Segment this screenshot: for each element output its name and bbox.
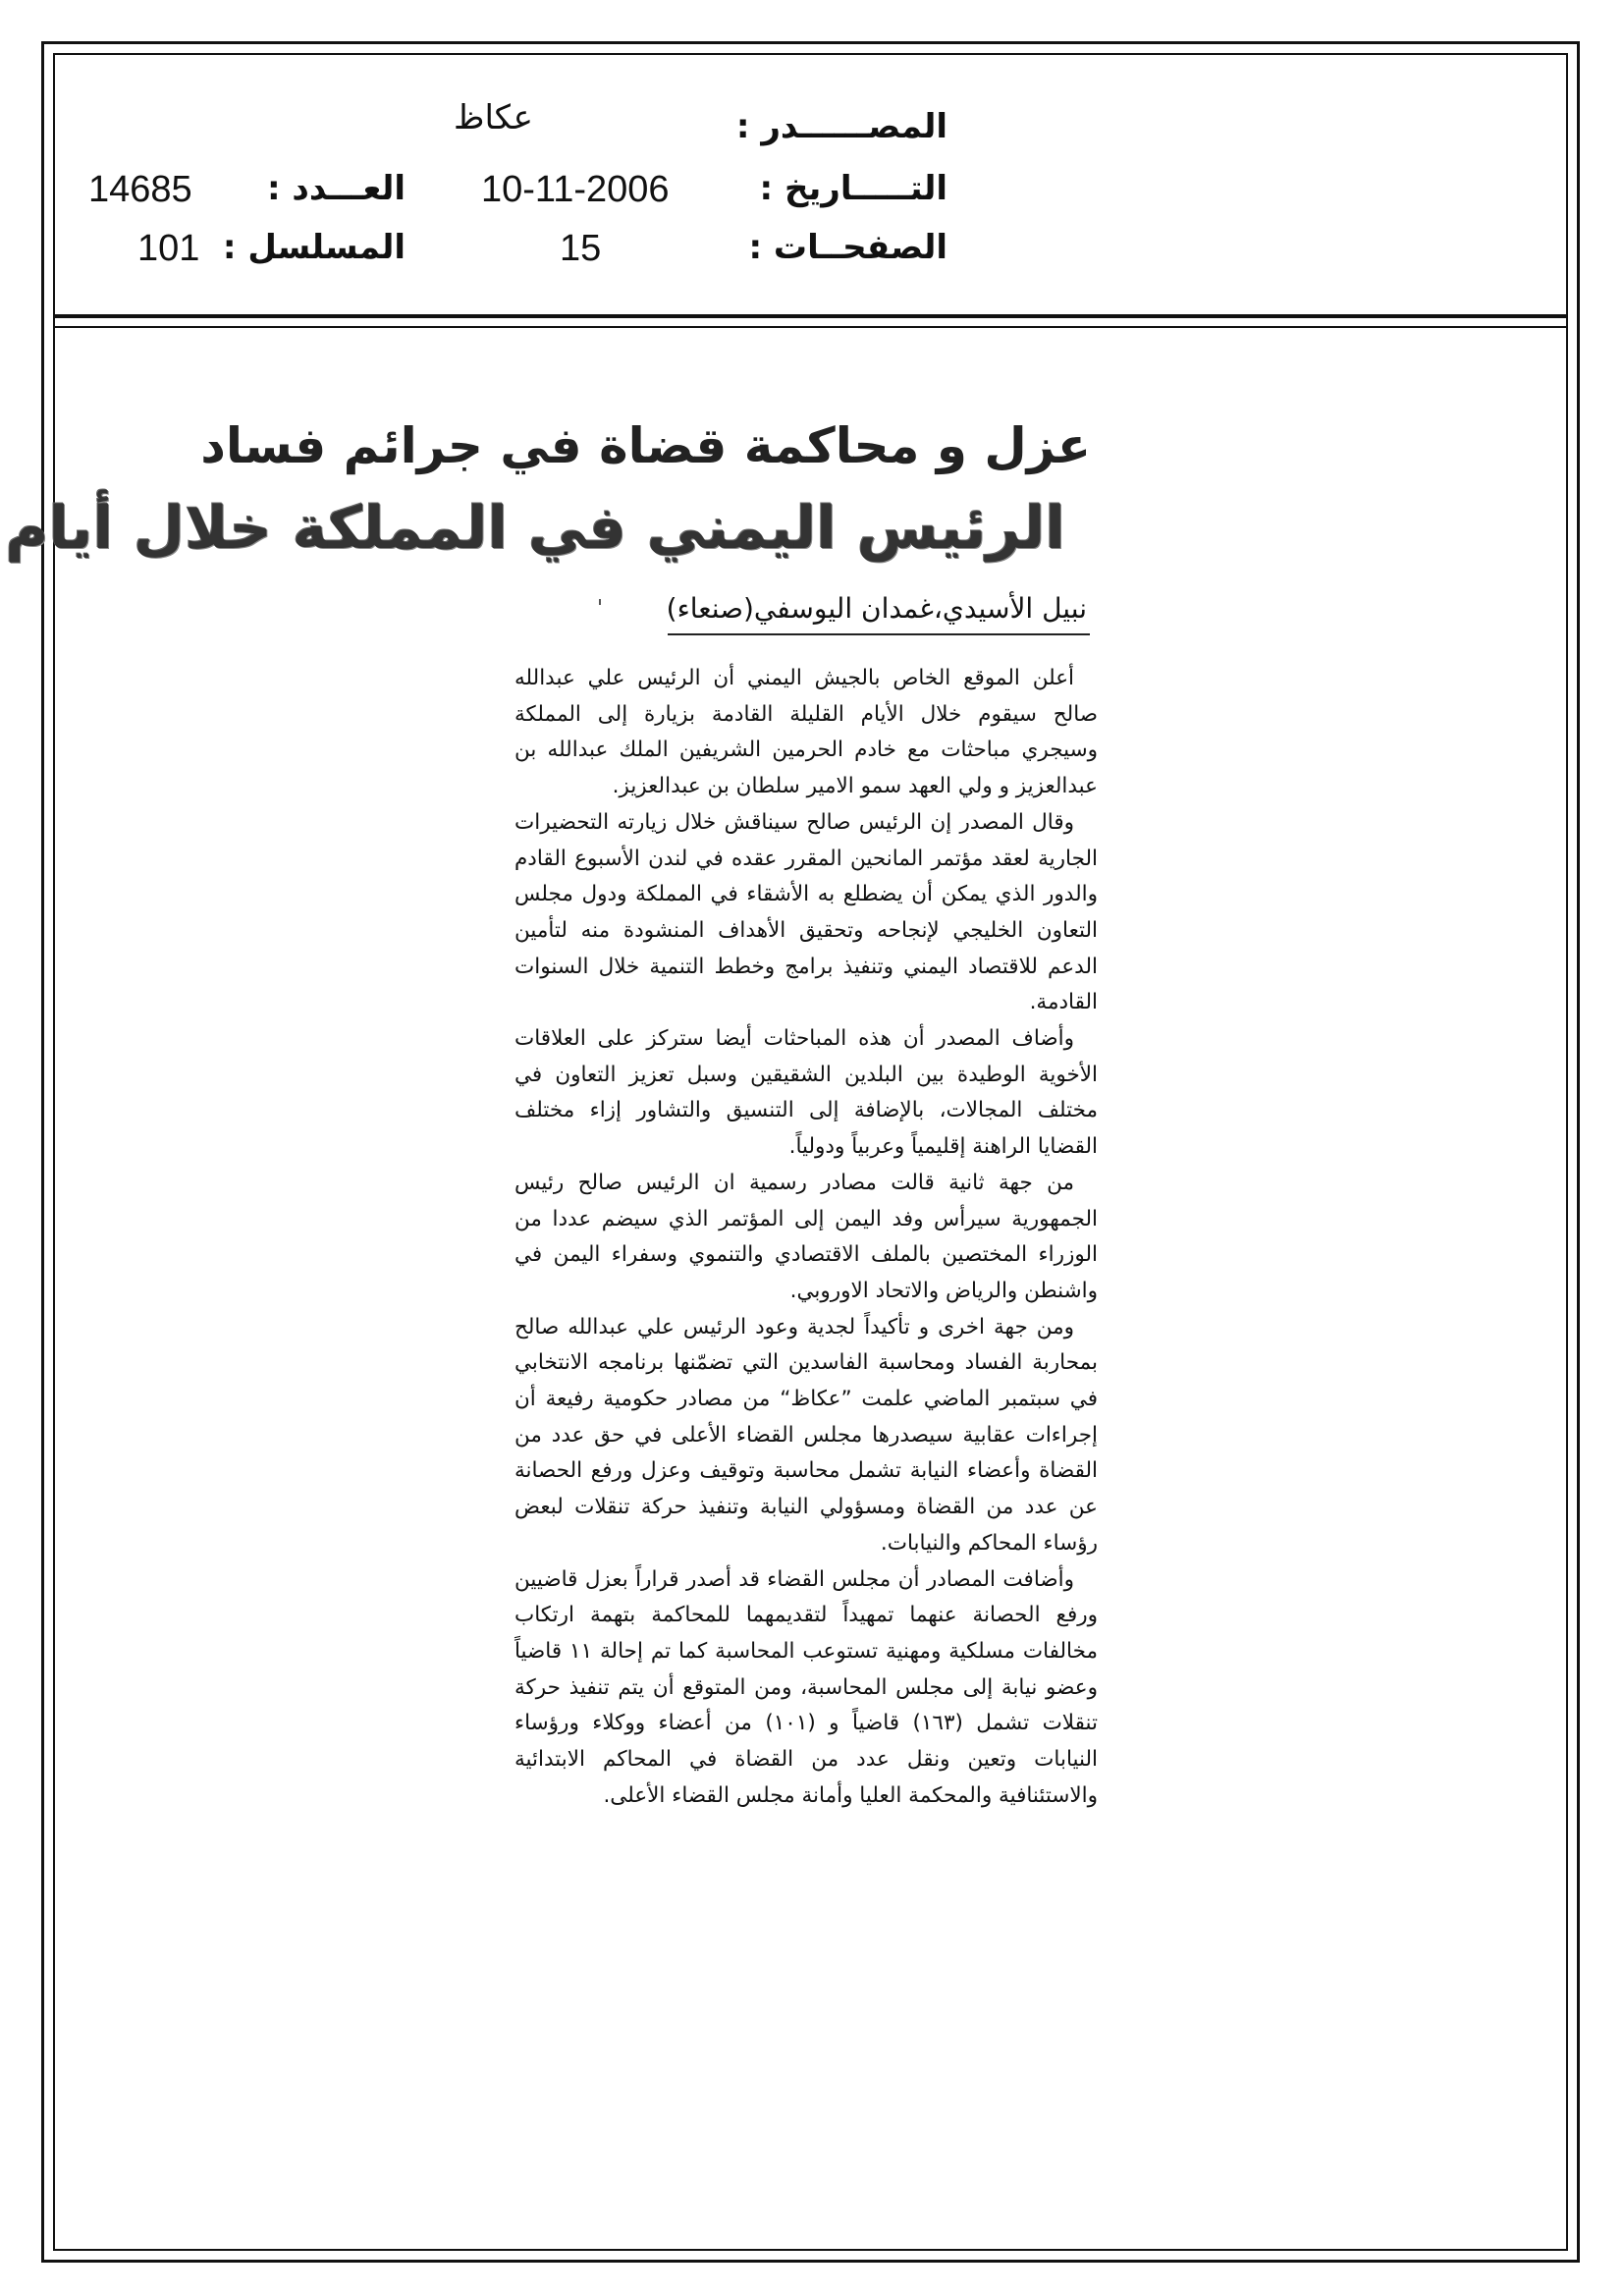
article-paragraph: وأضافت المصادر أن مجلس القضاء قد أصدر قراراً بعزل قاضيين ورفع الحصانة عنهما تمهيداً لتقديمهما للمحاكمة بتهمة ارتكاب مخالفات مسلكية ومهنية تستوعب المحاسبة كما تم إحالة ١١ قاضياً وعضو نيابة إلى مجلس المحاسبة، ومن المتوقع أن يتم تنفيذ حركة تنقلات تشمل (١٦٣) قاضياً و (١٠١) من أعضاء ووكلاء ورؤساء النيابات وتعين ونقل عدد من القضاة في المحاكم الابتدائية والاستئنافية والمحكمة العليا وأمانة مجلس القضاء الأعلى. <box>514 1566 1098 1808</box>
source-value: عكاظ <box>454 98 533 137</box>
article-paragraph: وأضاف المصدر أن هذه المباحثات أيضا ستركز على العلاقات الأخوية الوطيدة بين البلدين الشقيقين وسبل تعزيز التعاون في مختلف المجالات، بالإضافة إلى التنسيق والتشاور إزاء مختلف القضايا الراهنة إقليمياً وعربياً ودولياً. <box>514 1026 1098 1160</box>
pages-value: 15 <box>560 228 602 269</box>
issue-number-value: 14685 <box>88 169 192 210</box>
date-value: 10-11-2006 <box>481 169 670 210</box>
header-divider-thin <box>53 326 1568 328</box>
article-paragraph: ومن جهة اخرى و تأكيداً لجدية وعود الرئيس علي عبدالله صالح بمحاربة الفساد ومحاسبة الفاسدين التي تضمّنها برنامجه الانتخابي في سبتمبر الماضي علمت ”عكاظ“ من مصادر حكومية رفيعة أن إجراءات عقابية سيصدرها مجلس القضاء الأعلى في حق عدد من القضاة وأعضاء النيابة تشمل محاسبة وتوقيف وعزل ورفع الحصانة عن عدد من القضاة ومسؤولي النيابة وتنفيذ حركة تنقلات لبعض رؤساء المحاكم والنيابات. <box>514 1314 1098 1556</box>
byline-underline <box>668 633 1090 635</box>
article-paragraph: وقال المصدر إن الرئيس صالح سيناقش خلال زيارته التحضيرات الجارية لعقد مؤتمر المانحين المقرر عقده في لندن الأسبوع القادم والدور الذي يمكن أن يضطلع به الأشقاء في المملكة ودول مجلس التعاون الخليجي لإنجاحه وتحقيق الأهداف المنشودة منه لتأمين الدعم للاقتصاد اليمني وتنفيذ برامج وخطط التنمية خلال السنوات القادمة. <box>514 809 1098 1015</box>
pages-label: الصفحــات : <box>748 228 947 267</box>
issue-number-label: العـــدد : <box>267 169 406 208</box>
serial-value: 101 <box>137 228 200 269</box>
source-label: المصــــــدر : <box>735 107 947 146</box>
article-headline-kicker: عزل و محاكمة قضاة في جرائم فساد <box>200 417 1091 474</box>
article-body <box>514 661 1098 1815</box>
article-paragraph: أعلن الموقع الخاص بالجيش اليمني أن الرئيس علي عبدالله صالح سيقوم خلال الأيام القليلة القادمة بزيارة إلى المملكة وسيجري مباحثات مع خادم الحرمين الشريفين الملك عبدالله بن عبدالعزيز و ولي العهد سمو الامير سلطان بن عبدالعزيز. <box>514 666 1098 799</box>
scan-speck <box>599 599 601 605</box>
serial-label: المسلسل : <box>222 228 406 267</box>
article-byline: نبيل الأسيدي،غمدان اليوسفي(صنعاء) <box>666 592 1087 625</box>
article-headline: الرئيس اليمني في المملكة خلال أيام <box>5 494 1065 563</box>
header-divider <box>53 314 1568 318</box>
date-label: التـــــاريخ : <box>759 169 947 208</box>
article-paragraph: من جهة ثانية قالت مصادر رسمية ان الرئيس صالح رئيس الجمهورية سيرأس وفد اليمن إلى المؤتمر الذي سيضم عددا من الوزراء المختصين بالملف الاقتصادي والتنموي وسفراء اليمن في واشنطن والرياض والاتحاد الاوروبي. <box>514 1170 1098 1303</box>
